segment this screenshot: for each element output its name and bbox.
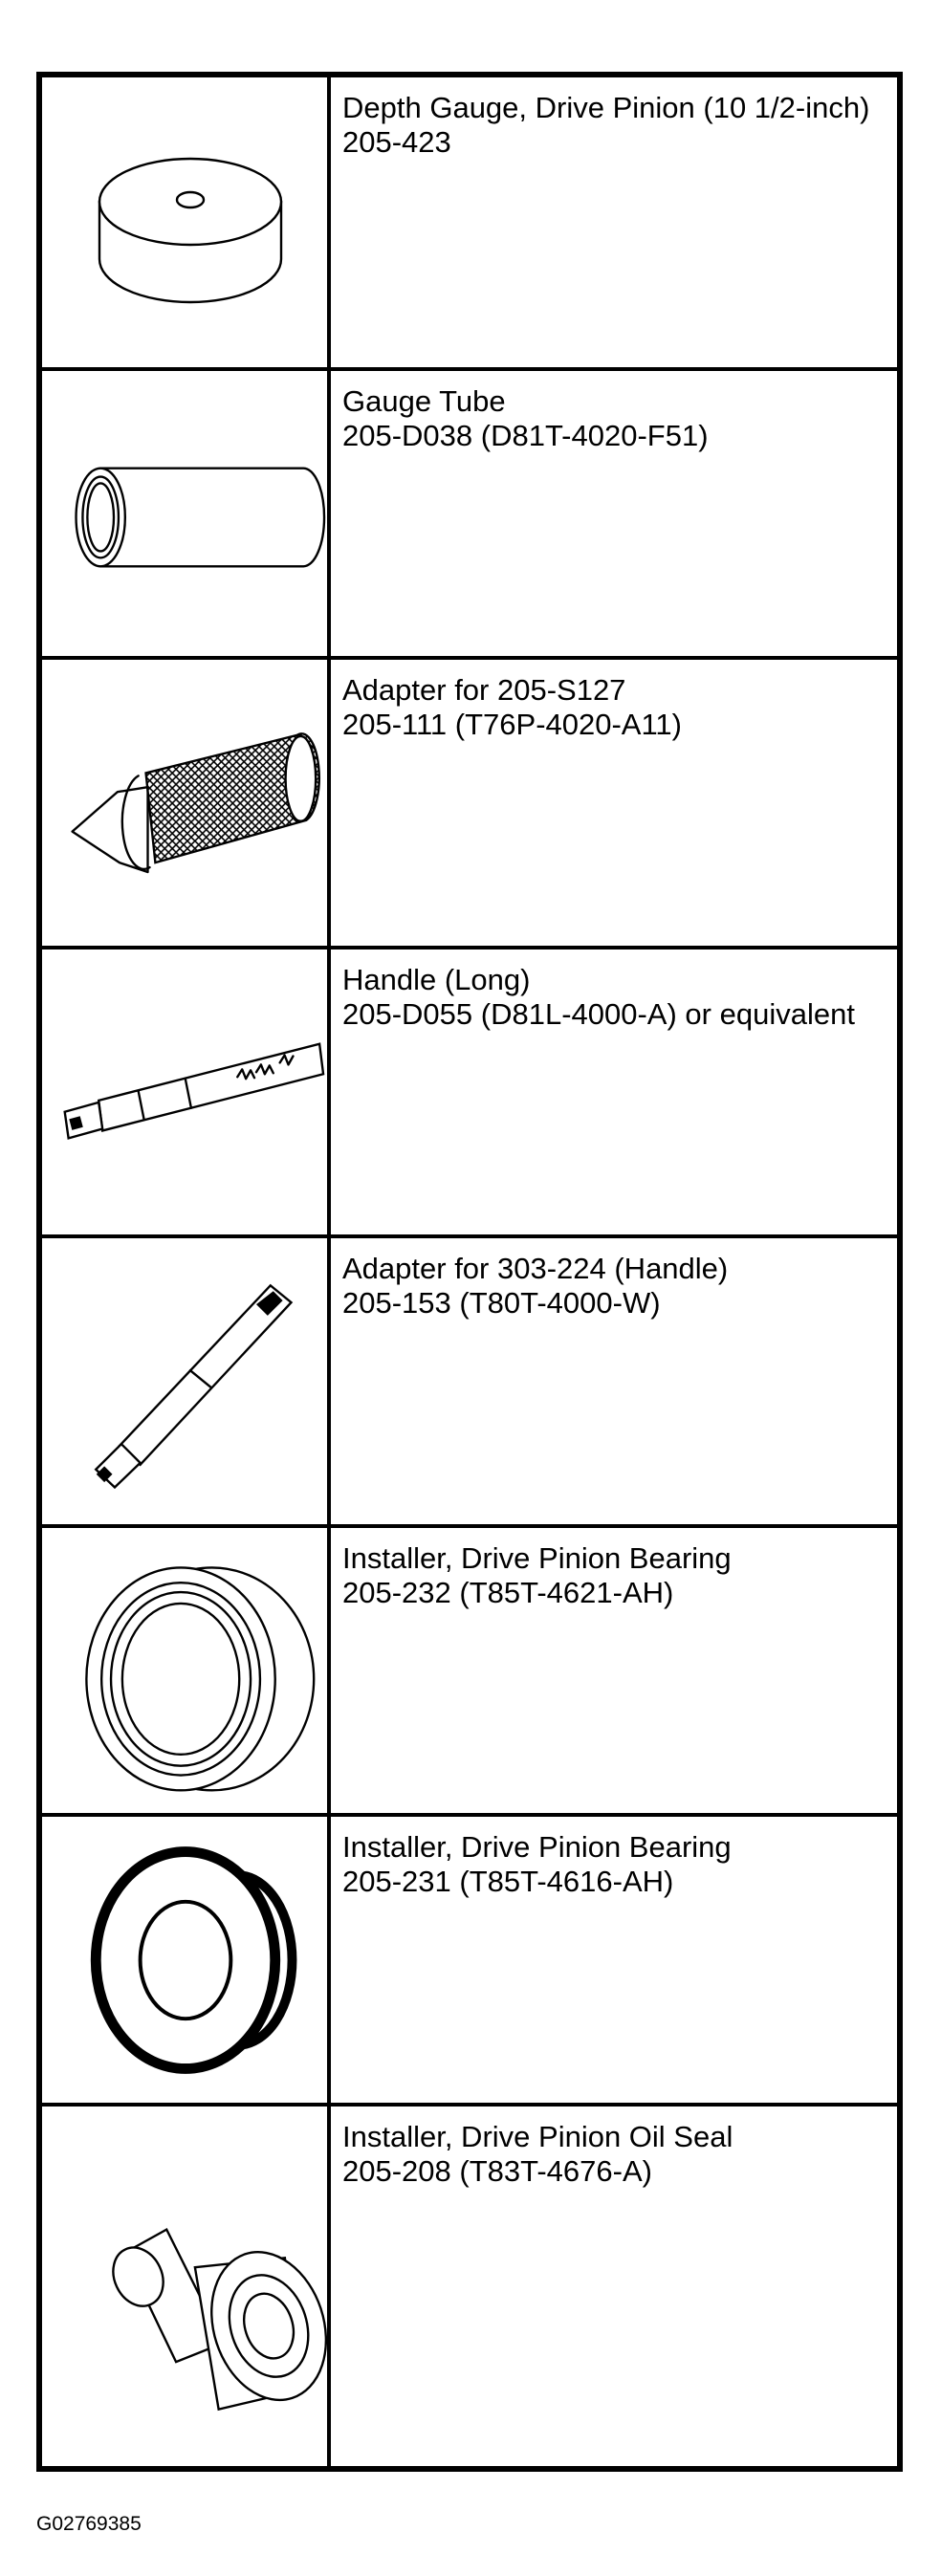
tool-row [42,2103,897,2466]
tool-part-number: 205-232 (T85T-4621-AH) [342,1576,674,1609]
tool-illustration-cell [42,371,331,656]
bearing-installer-stepped-icon [42,1817,327,2103]
tool-name: Adapter for 205-S127 [342,673,626,707]
tool-row [42,1234,897,1524]
tool-name: Depth Gauge, Drive Pinion (10 1/2-inch) [342,91,870,124]
tool-row [42,1524,897,1813]
tool-illustration-cell [42,660,331,946]
tool-name: Installer, Drive Pinion Bearing [342,1830,732,1864]
tool-part-number: 205-231 (T85T-4616-AH) [342,1865,674,1898]
tool-part-number: 205-208 (T83T-4676-A) [342,2154,652,2188]
tool-illustration-cell [42,1817,331,2103]
tool-row [42,367,897,656]
knurled-adapter-icon [42,660,327,946]
tool-name: Handle (Long) [342,963,531,996]
tool-part-number: 205-111 (T76P-4020-A11) [342,708,682,741]
tool-illustration-cell [42,1528,331,1813]
tool-illustration-cell [42,2107,331,2466]
tool-illustration-cell [42,77,331,367]
tool-illustration-cell [42,950,331,1234]
tool-part-number: 205-423 [342,125,451,159]
oil-seal-installer-icon [42,2107,327,2466]
special-tools-table [36,72,903,2472]
tool-row [42,1813,897,2103]
tool-name: Installer, Drive Pinion Oil Seal [342,2120,733,2153]
figure-id: G02769385 [36,2513,142,2535]
tool-row [42,77,897,367]
tool-name: Installer, Drive Pinion Bearing [342,1541,732,1575]
tool-row [42,656,897,946]
long-handle-icon [42,950,327,1234]
tool-part-number: 205-D055 (D81L-4000-A) or equivalent [342,997,855,1031]
tool-part-number: 205-D038 (D81T-4020-F51) [342,419,709,452]
tool-name: Adapter for 303-224 (Handle) [342,1252,729,1285]
depth-gauge-icon [42,77,327,367]
tool-name: Gauge Tube [342,384,506,418]
handle-adapter-icon [42,1238,327,1524]
bearing-installer-ring-icon [42,1528,327,1813]
gauge-tube-icon [42,371,327,656]
tool-illustration-cell [42,1238,331,1524]
tool-part-number: 205-153 (T80T-4000-W) [342,1286,661,1320]
tool-row [42,946,897,1234]
